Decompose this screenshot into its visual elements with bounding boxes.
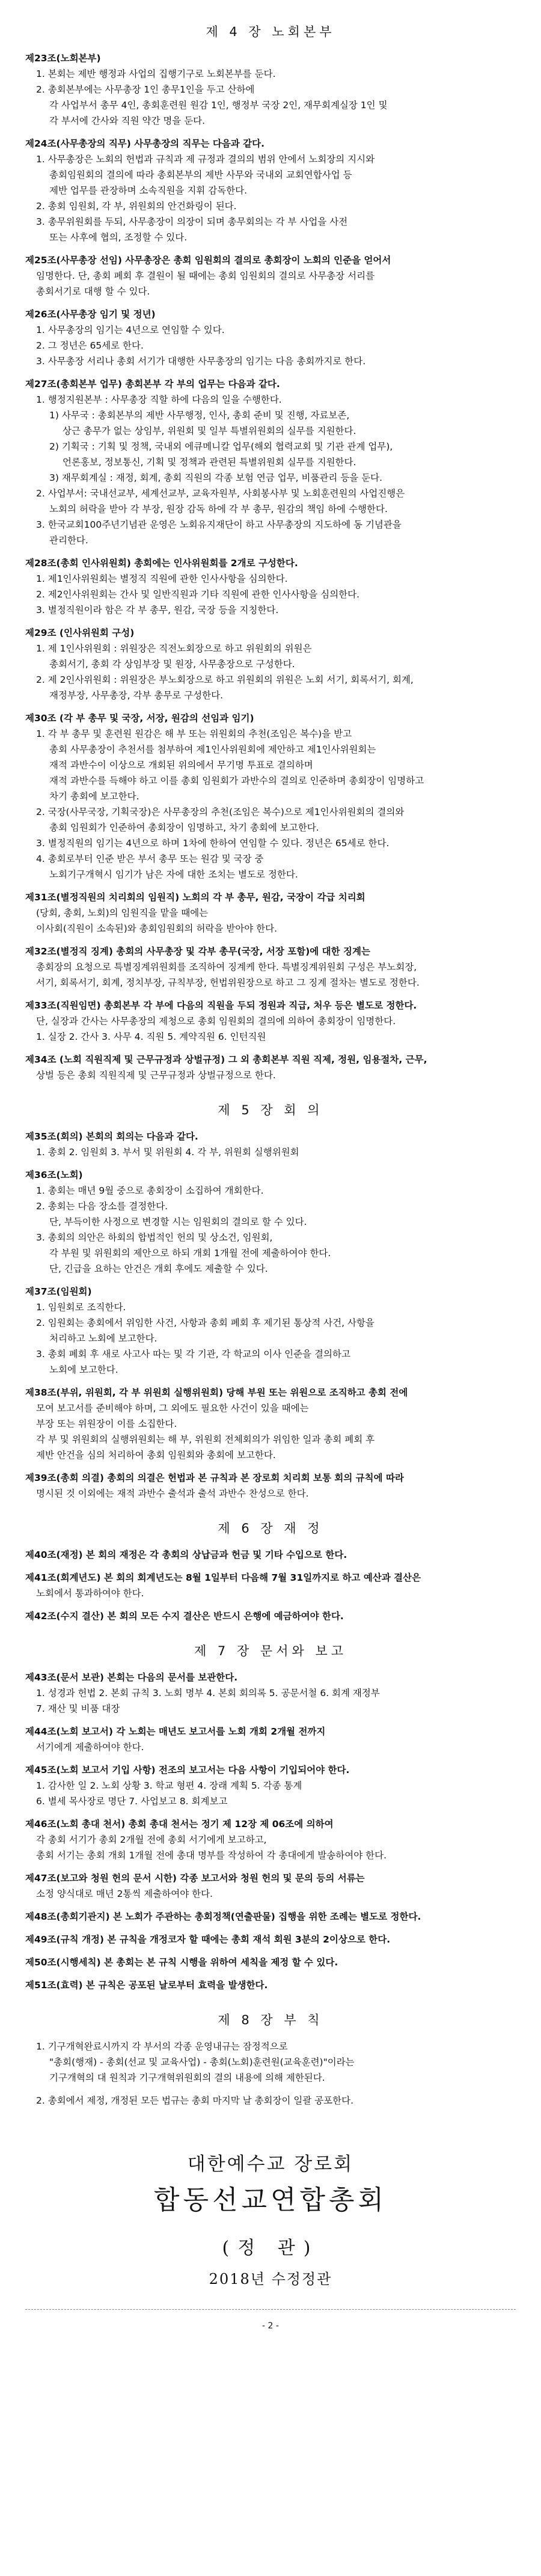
article-line: 차기 총회에 보고한다.: [49, 791, 139, 802]
article-line: 총회서기로 대행 할 수 있다.: [36, 286, 150, 297]
article: [25, 1909, 516, 1924]
article-line: 각 부 및 위원회의 실행위원회는 해 부, 위원회 전체회의가 위임한 일과 총회 폐회 후: [36, 1434, 375, 1445]
org-name-line2: 합동선교연합총회: [153, 2185, 388, 2215]
article-line: 제반 안건을 심의 처리하여 총회 임원회와 총회에 보고한다.: [36, 1450, 276, 1460]
footer-block: [25, 2150, 516, 2334]
article-line: 1. 행정지원본부 : 사무총장 직할 하에 다음의 일을 수행한다.: [36, 394, 282, 405]
article: [25, 1570, 516, 1601]
article-line: 또는 사후에 협의, 조정할 수 있다.: [49, 232, 188, 243]
article: [25, 307, 516, 369]
article: [25, 1724, 516, 1755]
article-line: 모여 보고서를 준비해야 하며, 그 외에도 필요한 사건이 있을 때에는: [36, 1403, 309, 1414]
article-line: 노회에서 통과하여야 한다.: [36, 1588, 144, 1599]
chapter-spacer: [25, 1509, 516, 1513]
article-line: 1. 제 1인사위원회 : 위원장은 직전노회장으로 하고 위원회의 위원은: [36, 643, 312, 654]
article-line: 7. 재산 및 비품 대장: [36, 1703, 120, 1714]
article: [25, 1955, 516, 1970]
article-line: 2. 제 2인사위원회 : 위원장은 부노회장으로 하고 위원회의 위원은 노회 서기, 회록서기, 회계,: [36, 674, 414, 685]
article: [25, 625, 516, 703]
article-line: 2. 임원회는 총회에서 위임한 사건, 사항과 총회 폐회 후 제기된 통상적 사건, 사항을: [36, 1317, 374, 1328]
article: [25, 1470, 516, 1501]
article-line: 상벌 등은 총회 직원직제 및 근무규정과 상벌규정으로 한다.: [36, 1070, 276, 1081]
chapter-spacer: [25, 1090, 516, 1095]
article-heading: 제44조(노회 보고서) 각 노회는 매년도 보고서를 노회 개회 2개월 전까지: [25, 1726, 326, 1737]
chapter-title: 제 7 장 문서와 보고: [194, 1644, 347, 1658]
article-line: 단, 부득이한 사정으로 변경할 시는 임원회의 결의로 할 수 있다.: [49, 1216, 307, 1227]
article-line: 1. 임원회로 조직한다.: [36, 1302, 126, 1313]
chapter-spacer: [25, 1631, 516, 1636]
article-line: 총회임원회의 결의에 따라 총회본부의 제반 사무와 국내외 교회연합사업 등: [49, 169, 352, 180]
article-heading: 제39조(총회 의결) 총회의 의결은 헌법과 본 규칙과 본 장로회 치리회 보통 회의 규칙에 따라: [25, 1473, 404, 1483]
article-heading: 제24조(사무총장의 직무) 사무총장의 직무는 다음과 같다.: [25, 138, 265, 149]
article-line: 2. 총회에서 제정, 개정된 모든 법규는 총회 마지막 날 총회장이 일괄 공포한다.: [36, 2095, 354, 2106]
article-line: 1. 성경과 헌법 2. 본회 규칙 3. 노회 명부 4. 본회 회의록 5. 공문서철 6. 회계 재정부: [36, 1688, 380, 1699]
article: [25, 1547, 516, 1563]
article-heading: 제27조(총회본부 업무) 총회본부 각 부의 업무는 다음과 같다.: [25, 379, 280, 389]
article-heading: 제42조(수지 결산) 본 회의 모든 수지 결산은 반드시 은행에 예금하여야 한다.: [25, 1611, 344, 1622]
article-line: (당회, 총회, 노회)의 임원직을 맡을 때에는: [36, 908, 209, 918]
article-line: 각 부원 및 위원회의 제안으로 하되 개회 1개월 전에 제출하여야 한다.: [49, 1248, 331, 1259]
article-line: 재적 과반수이 이상으로 개회된 위의에서 무기명 투표로 결의하며: [49, 760, 313, 771]
article-line: 각 총회 서기가 총회 2개월 전에 총회 서기에게 보고하고,: [36, 1834, 267, 1845]
document-type: (정 관): [222, 2238, 319, 2259]
article: [25, 1052, 516, 1083]
article-line: 기구개혁의 대 원칙과 기구개혁위원회의 결의 내용에 의해 제한된다.: [49, 2072, 325, 2083]
article-heading: 제45조(노회 보고서 기입 사항) 전조의 보고서는 다음 사항이 기입되어야 한다.: [25, 1765, 350, 1775]
article-line: 관리한다.: [49, 535, 88, 546]
article-heading: 제29조 (인사위원회 구성): [25, 627, 135, 638]
article-line: 재정부장, 사무총장, 각부 총무로 구성한다.: [49, 690, 224, 701]
article-heading: 제47조(보고와 청원 헌의 문서 시한) 각종 보고서와 청원 헌의 및 문의 등의 서류는: [25, 1873, 365, 1884]
article: [25, 1932, 516, 1947]
article-line: 1. 실장 2. 간사 3. 사무 4. 직원 5. 계약직원 6. 인턴직원: [36, 1031, 266, 1042]
article-line: 재적 과반수를 득해야 하고 이를 총회 임원회가 과반수의 결의로 인준하며 총회장이 임명하고: [49, 775, 424, 786]
article: [25, 376, 516, 548]
article-line: 3. 총무위원회를 두되, 사무총장이 의장이 되며 총무회의는 각 부 사업을 사전: [36, 216, 348, 227]
article: [25, 944, 516, 990]
article-heading: 제40조(재정) 본 회의 재정은 각 총회의 상납금과 헌금 및 기타 수입으로 한다.: [25, 1549, 347, 1560]
divider: [25, 2309, 516, 2310]
article-heading: 제48조(총회기관지) 본 노회가 주관하는 총회정책(연출판물) 집행을 위한 조례는 별도로 정한다.: [25, 1911, 421, 1922]
article-line: 3. 사무총장 서리나 총회 서기가 대행한 사무총장의 임기는 다음 총회까지로 한다.: [36, 356, 366, 367]
article-line: "총회(행재) - 총회(선교 및 교육사업) - 총회(노회)훈련원(교육훈련)"이라는: [49, 2057, 355, 2068]
article-line: 3. 한국교회100주년기념관 운영은 노회유지재단이 하고 사무총장의 지도하에 동 기념관을: [36, 519, 402, 530]
article-line: 1. 제1인사위원회는 별정직 직원에 관한 인사사항을 심의한다.: [36, 573, 288, 584]
article: [25, 136, 516, 245]
article-line: 2. 총회본부에는 사무총장 1인 총무1인을 두고 산하에: [36, 84, 255, 95]
article: [25, 710, 516, 882]
article-heading: 제36조(노회): [25, 1170, 83, 1180]
article: [25, 1385, 516, 1463]
article: [25, 1816, 516, 1863]
article-line: 임명한다. 단, 총회 폐회 후 결원이 될 때에는 총회 임원회의 결의로 사무총장 서리를: [36, 270, 375, 281]
article-line: 노회기구개혁시 임기가 남은 자에 대한 조치는 별도로 정한다.: [49, 869, 298, 880]
article-line: 각 부서에 간사와 직원 약간 명을 둔다.: [49, 115, 206, 126]
article-heading: 제26조(사무총장 임기 및 정년): [25, 309, 156, 320]
article-line: 1. 총회는 매년 9월 중으로 총회장이 소집하여 개회한다.: [36, 1185, 264, 1196]
article: [25, 1670, 516, 1717]
article: [25, 252, 516, 299]
article-line: 단, 긴급을 요하는 안건은 개회 후에도 제출할 수 있다.: [49, 1263, 268, 1274]
article-heading: 제25조(사무총장 선임) 사무총장은 총회 임원회의 결의로 총회장이 노회의 인준을 얻어서: [25, 255, 391, 266]
article-line: 3) 재무회계실 : 재정, 회계, 총회 직원의 각종 보험 연금 업무, 비품관리 등을 둔다.: [49, 472, 383, 483]
article-line: 2. 국장(사무국장, 기획국장)은 사무총장의 추천(조임은 복수)으로 제1인사위원회의 결의와: [36, 807, 405, 817]
article-heading: 제32조(별정직 징계) 총회의 사무총장 및 각부 총무(국장, 서장 포함)에 대한 징계는: [25, 946, 370, 957]
revision-label: 2018년 수정정관: [209, 2271, 332, 2288]
article-line: 1. 본회는 제반 행정과 사업의 집행기구로 노회본부를 둔다.: [36, 69, 276, 79]
article-line: 총회 임원회가 인준하여 총회장이 임명하고, 차기 총회에 보고한다.: [49, 822, 319, 833]
article-heading: 제49조(규칙 개정) 본 규칙을 개정코자 할 때에는 총회 재석 회원 3분의 2이상으로 한다.: [25, 1934, 391, 1945]
article-line: 제반 업무를 관장하며 소속직원을 지휘 감독한다.: [49, 185, 248, 196]
article: [25, 2039, 516, 2086]
article-heading: 제30조 (각 부 총무 및 국장, 서장, 원감의 선임과 임기): [25, 713, 254, 724]
article: [25, 1608, 516, 1624]
article-heading: 제41조(회계년도) 본 회의 회계년도는 8월 1일부터 다음해 7월 31일까지로 하고 예산과 결산은: [25, 1572, 421, 1583]
article-heading: 제31조(별정직원의 치리회의 임원직) 노회의 각 부 총무, 원감, 국장이 각급 치리회: [25, 892, 365, 903]
article: [25, 2093, 516, 2108]
article-line: 서기에게 제출하여야 한다.: [36, 1742, 144, 1753]
article-line: 서기, 회록서기, 회계, 정치부장, 규칙부장, 헌법위원장으로 하고 그 징계 절차는 별도로 정한다.: [36, 977, 420, 988]
article-line: 2. 그 정년은 65세로 한다.: [36, 340, 144, 351]
article-heading: 제28조(총회 인사위원회) 총회에는 인사위원회를 2개로 구성한다.: [25, 558, 298, 569]
article-line: 1. 각 부 총무 및 훈련원 원감은 해 부 또는 위원회의 추천(조임은 복수)을 받고: [36, 728, 352, 739]
article-line: 각 사업부서 총무 4인, 총회훈련원 원감 1인, 행정부 국장 2인, 재무회계실장 1인 및: [49, 100, 388, 111]
article: [25, 998, 516, 1045]
article-line: 3. 총회의 의안은 하회의 합법적인 헌의 및 상소건, 임원회,: [36, 1232, 273, 1243]
article-line: 단, 실장과 간사는 사무총장의 제청으로 총회 임원회의 결의에 의하여 총회장이 임명한다.: [36, 1016, 396, 1027]
chapter-title: 제 4 장 노회본부: [206, 25, 335, 39]
article-line: 4. 총회로부터 인준 받은 부서 총무 또는 원감 및 국장 중: [36, 853, 264, 864]
article: [25, 1167, 516, 1277]
article-heading: 제34조 (노회 직원직제 및 근무규정과 상벌규정) 그 외 총회본부 직원 직제, 정원, 임용절차, 근무,: [25, 1054, 427, 1065]
article-heading: 제23조(노회본부): [25, 53, 101, 64]
article-line: 노회에 보고한다.: [49, 1364, 118, 1375]
chapter-spacer: [25, 2000, 516, 2005]
article-line: 2. 사업부서: 국내선교부, 세계선교부, 교육자원부, 사회봉사부 및 노회훈련원의 사업진행은: [36, 488, 405, 499]
article-heading: 제35조(회의) 본회의 회의는 다음과 같다.: [25, 1131, 198, 1142]
article-line: 명시된 것 이외에는 재적 과반수 출석과 출석 과반수 찬성으로 한다.: [36, 1488, 309, 1499]
article-line: 2) 기획국 : 기획 및 정책, 국내외 에큐메니칼 업무(해외 협력교회 및 기관 관계 업무),: [49, 441, 393, 452]
page-number: - 2 -: [262, 2321, 279, 2331]
article: [25, 50, 516, 129]
article-line: 1. 사무총장의 임기는 4년으로 연임할 수 있다.: [36, 325, 225, 335]
article-line: 3. 별정직원의 임기는 4년으로 하며 1차에 한하여 연임할 수 있다. 정년은 65세로 한다.: [36, 838, 390, 849]
article-heading: 제37조(임원회): [25, 1286, 92, 1297]
article-line: 6. 별세 목사장로 명단 7. 사업보고 8. 회계보고: [36, 1796, 228, 1807]
article-line: 1) 사무국 : 총회본부의 제반 사무행정, 인사, 총회 준비 및 진행, 자료보존,: [49, 410, 350, 421]
article-line: 언론홍보, 정보통신, 기획 및 정책과 관련된 특별위원회 실무를 지원한다.: [63, 457, 356, 468]
article: [25, 1284, 516, 1378]
article: [25, 555, 516, 618]
article-line: 총회 서기는 총회 개회 1개월 전에 총대 명부를 작성하여 각 총대에게 발송하여야 한다.: [36, 1850, 387, 1861]
article-heading: 제50조(시행세칙) 본 총회는 본 규칙 시행을 위하여 세칙을 제정 할 수 있다.: [25, 1957, 338, 1968]
article-heading: 제43조(문서 보관) 본회는 다음의 문서를 보관한다.: [25, 1672, 238, 1683]
org-name-line1: 대한예수교 장로회: [187, 2153, 354, 2175]
article-line: 1. 감사한 일 2. 노회 상황 3. 학교 형편 4. 장래 계획 5. 각종 통계: [36, 1780, 302, 1791]
article-line: 총회장의 요청으로 특별징계위원회를 조직하여 징계케 한다. 특별징계위원회 구성은 부노회장,: [36, 962, 417, 972]
article-line: 2. 제2인사위원회는 간사 및 일반직원과 기타 직원에 관한 인사사항을 심의한다.: [36, 589, 360, 600]
article-line: 3. 별정직원이라 함은 각 부 총무, 원감, 국장 등을 지칭한다.: [36, 605, 279, 615]
chapter-title: 제 6 장 재 정: [218, 1521, 323, 1536]
article-line: 총회서기, 총회 각 상임부장 및 원장, 사무총장으로 구성한다.: [49, 659, 295, 670]
article-line: 상근 총무가 없는 상임부, 위원회 및 일부 특별위원회의 실무를 지원한다.: [63, 426, 356, 436]
article: [25, 1870, 516, 1902]
article-line: 소정 양식대로 매년 2통씩 제출하여야 한다.: [36, 1888, 213, 1899]
article-line: 노회의 허락을 받아 각 부장, 원장 감독 하에 각 부 총무, 원감의 책임 하에 수행한다.: [49, 504, 388, 514]
article-line: 2. 총회는 다음 장소를 결정한다.: [36, 1201, 168, 1212]
article-heading: 제51조(효력) 본 규칙은 공포된 날로부터 효력을 발생한다.: [25, 1980, 268, 1991]
article-line: 1. 기구개혁완료시까지 각 부서의 각종 운영내규는 잠정적으로: [36, 2041, 288, 2052]
chapters-container: [25, 24, 516, 2108]
article-line: 부장 또는 위원장이 이를 소집한다.: [36, 1418, 177, 1429]
article-heading: 제46조(노회 총대 천서) 총회 총대 천서는 정기 제 12장 제 06조에 의하여: [25, 1819, 334, 1830]
article: [25, 1977, 516, 1993]
article-line: 3. 총회 폐회 후 새로 사고사 따는 및 각 기관, 각 학교의 이사 인준을 결의하고: [36, 1349, 350, 1360]
article: [25, 1762, 516, 1809]
article-line: 총회 사무총장이 추천서를 첨부하여 제1인사위원회에 제안하고 제1인사위원회는: [49, 744, 376, 755]
article: [25, 1129, 516, 1160]
article-line: 2. 총회 임원회, 각 부, 위원회의 안건화링이 된다.: [36, 201, 237, 212]
chapter-title: 제 5 장 회 의: [218, 1103, 323, 1117]
article-heading: 제33조(직원임면) 총회본부 각 부에 다음의 직원을 두되 정원과 직급, 처우 등은 별도로 정한다.: [25, 1000, 417, 1011]
article-line: 1. 총회 2. 임원회 3. 부서 및 위원회 4. 각 부, 위원회 실행위원회: [36, 1147, 299, 1158]
article-line: 이사회(직원이 소속된)와 총회임원회의 허락을 받아야 한다.: [36, 923, 278, 934]
article: [25, 890, 516, 936]
chapter-title: 제 8 장 부 칙: [218, 2013, 323, 2027]
article-heading: 제38조(부위, 위원회, 각 부 위원회 실행위원회) 당해 부원 또는 위원으로 조직하고 총회 전에: [25, 1387, 408, 1398]
article-line: 처리하고 노회에 보고한다.: [49, 1333, 157, 1344]
article-line: 1. 사무총장은 노회의 헌법과 규칙과 제 규정과 결의의 범위 안에서 노회장의 지시와: [36, 154, 375, 165]
